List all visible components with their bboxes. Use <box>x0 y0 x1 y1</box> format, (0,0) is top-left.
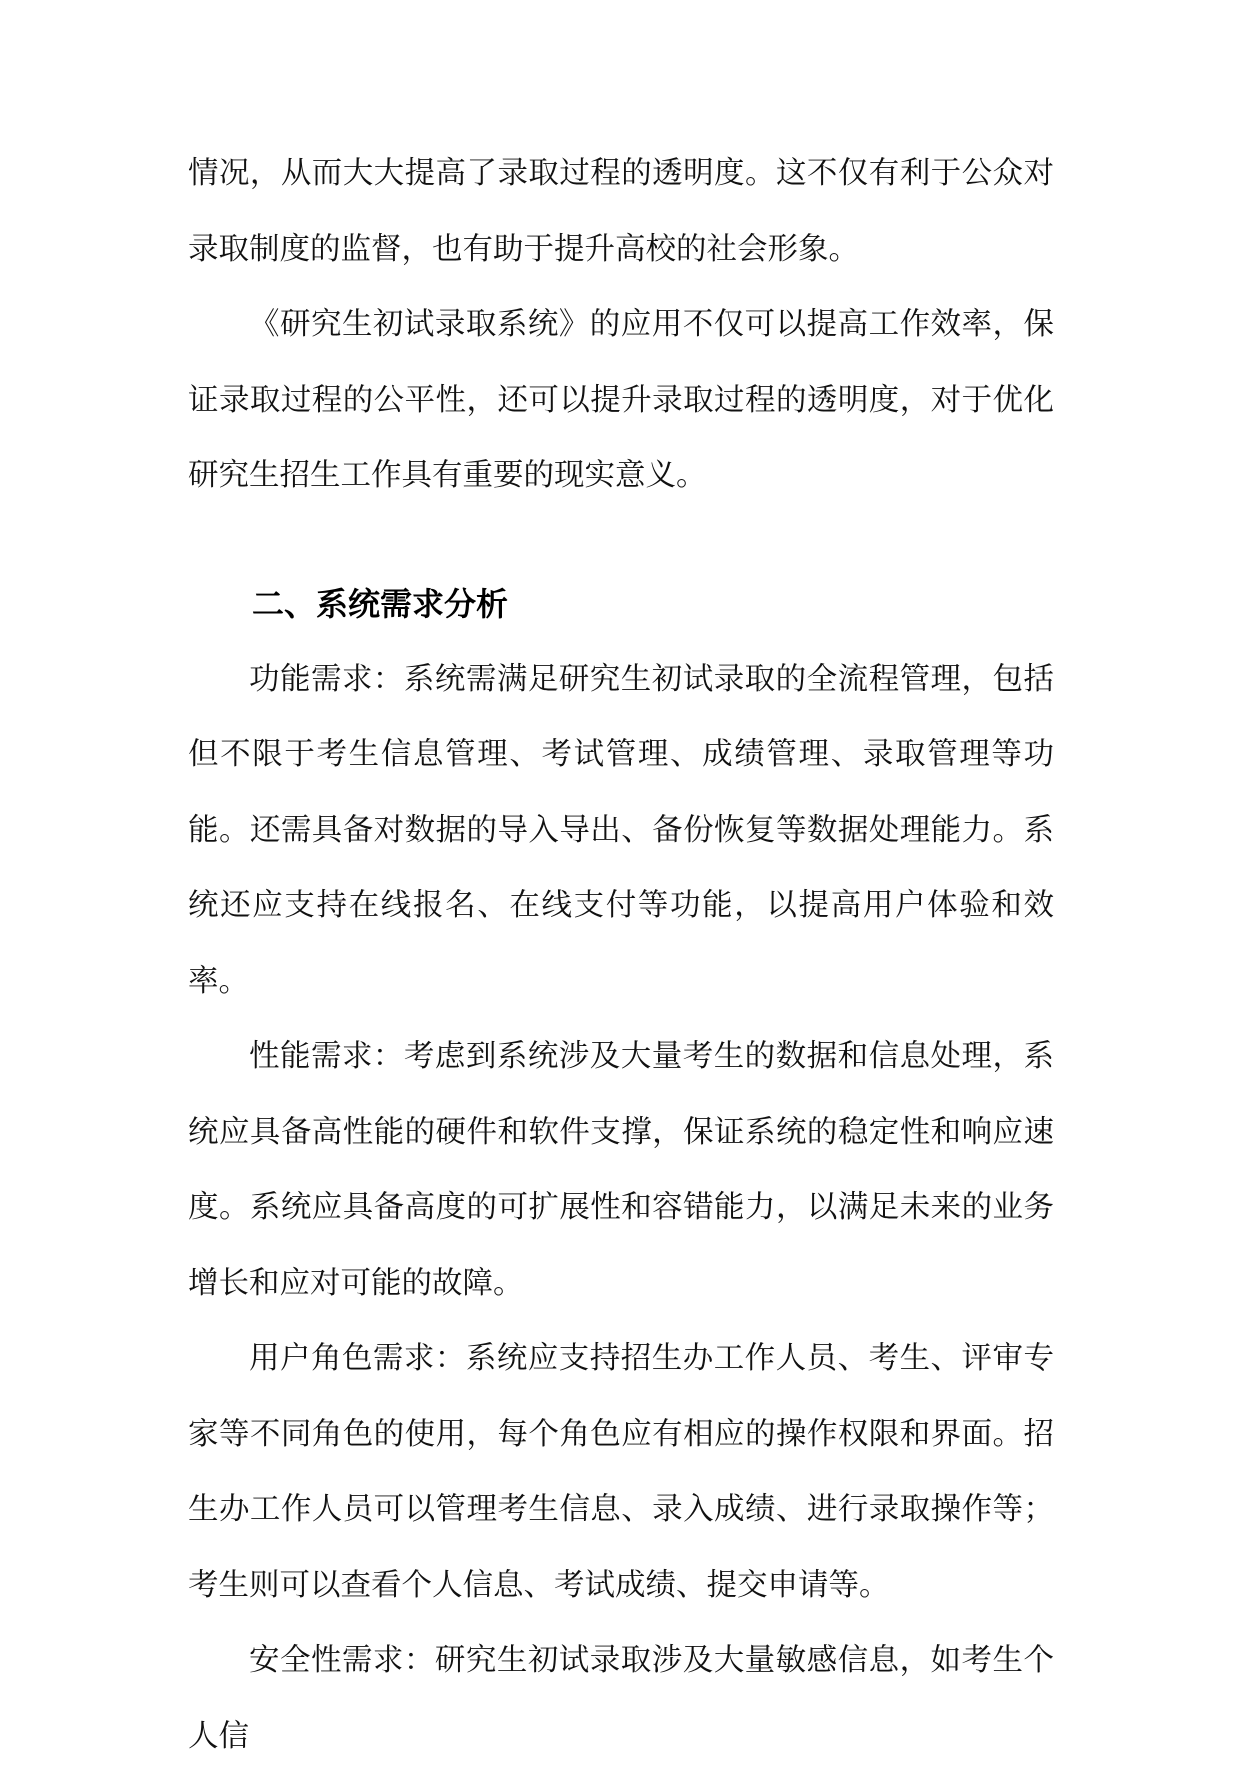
paragraph-significance: 《研究生初试录取系统》的应用不仅可以提高工作效率，保证录取过程的公平性，还可以提升录取过程的透明度，对于优化研究生招生工作具有重要的现实意义。 <box>188 307 1054 493</box>
document-body <box>188 136 1054 1774</box>
paragraph-security-requirements: 安全性需求：研究生初试录取涉及大量敏感信息，如考生个人信 <box>188 1643 1054 1754</box>
paragraph-performance-requirements: 性能需求：考虑到系统涉及大量考生的数据和信息处理，系统应具备高性能的硬件和软件支撑，保证系统的稳定性和响应速度。系统应具备高度的可扩展性和容错能力，以满足未来的业务增长和应对可能的故障。 <box>188 1039 1054 1301</box>
section-heading: 二、系统需求分析 <box>252 584 509 623</box>
paragraph-continuation: 情况，从而大大提高了录取过程的透明度。这不仅有利于公众对录取制度的监督，也有助于提升高校的社会形象。 <box>188 156 1054 267</box>
paragraph-user-role-requirements: 用户角色需求：系统应支持招生办工作人员、考生、评审专家等不同角色的使用，每个角色应有相应的操作权限和界面。招生办工作人员可以管理考生信息、录入成绩、进行录取操作等；考生则可以查看个人信息、考试成绩、提交申请等。 <box>188 1341 1054 1603</box>
paragraph-functional-requirements: 功能需求：系统需满足研究生初试录取的全流程管理，包括但不限于考生信息管理、考试管理、成绩管理、录取管理等功能。还需具备对数据的导入导出、备份恢复等数据处理能力。系统还应支持在线报名、在线支付等功能，以提高用户体验和效率。 <box>188 661 1054 999</box>
